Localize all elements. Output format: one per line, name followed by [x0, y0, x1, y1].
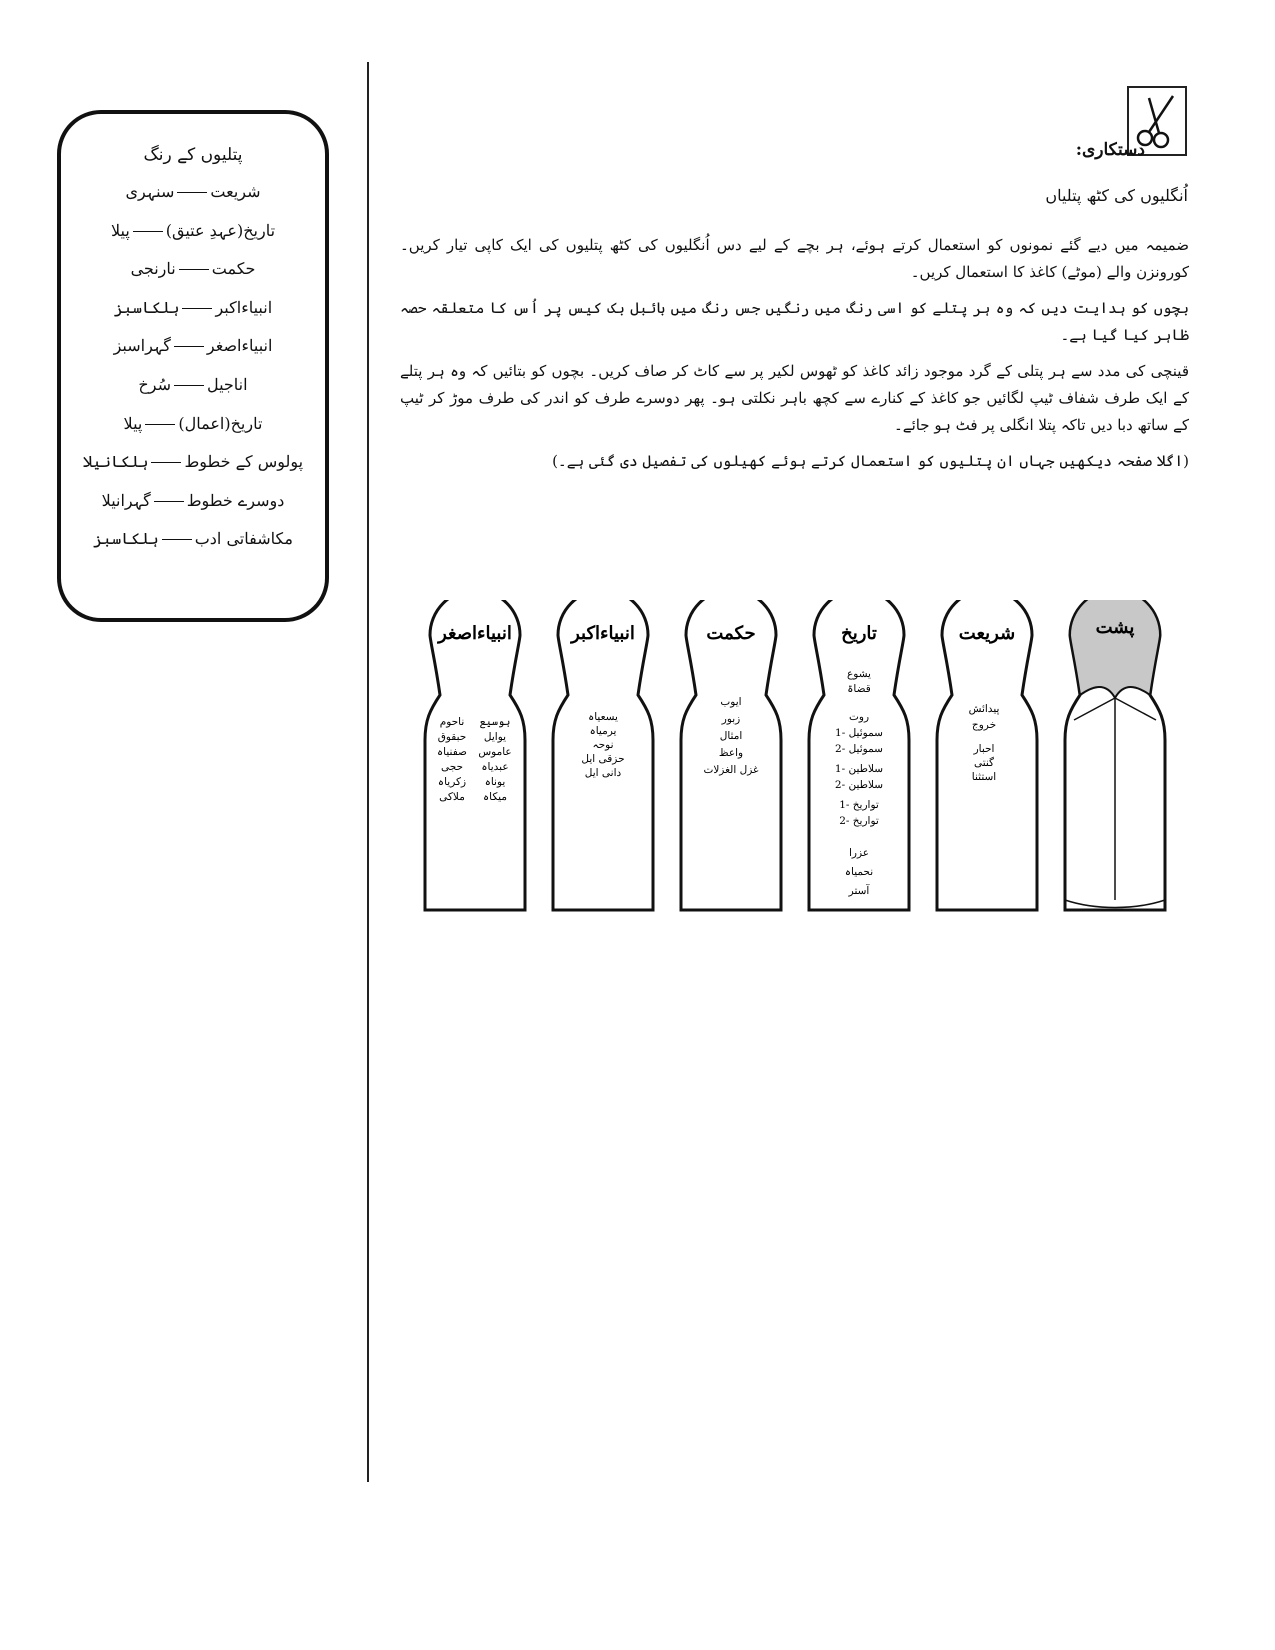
key-item-name: پولوس کے خطوط — [184, 452, 304, 472]
key-item — [61, 405, 325, 444]
key-item-color: ہلکاسبز — [113, 297, 180, 317]
puppet-book: 2- تواریخ — [839, 815, 879, 827]
key-item-name: مکاشفاتی ادب — [194, 529, 293, 549]
key-item-color: سنہری — [125, 182, 175, 201]
key-item-name: انبیاءاصغر — [206, 336, 273, 356]
puppet-book: گنتی — [973, 757, 995, 769]
puppet-book: امثال — [719, 730, 743, 742]
puppet-book: واعظ — [718, 747, 744, 759]
key-item-color: گہرانیلا — [101, 490, 151, 510]
puppet-book: 1- سلاطین — [834, 763, 884, 775]
puppet-book: آستر — [848, 885, 870, 897]
dash-separator — [182, 308, 212, 309]
puppet-major-prophets — [553, 600, 653, 910]
puppet-label: پشت — [1095, 617, 1135, 638]
puppet-book: حبقوق — [437, 731, 467, 743]
puppet-label: حکمت — [706, 623, 756, 644]
instruction-paragraph: قینچی کی مدد سے ہر پتلی کے گرد موجود زائد کاغذ کو ٹھوس لکیر پر سے کاٹ کر صاف کریں۔ بچوں کو بتائیں کہ وہ ہر پتلے کے ایک طرف شفاف ٹیپ لگائیں جو کاغذ کے کنارے سے کچھ باہر نکلتی ہو۔ پھر دوسرے طرف کو اندر کی طرف موڑ کر ٹیپ کے ساتھ دبا دیں تاکہ پتلا انگلی پر فٹ ہو جائے۔ — [400, 362, 1189, 434]
puppet-book: میکاہ — [483, 791, 507, 803]
dash-separator — [151, 462, 181, 463]
key-item — [61, 366, 325, 405]
puppet-law — [937, 600, 1037, 910]
puppet-book: استثنا — [971, 771, 997, 783]
column-divider — [367, 62, 369, 1482]
dash-separator — [174, 346, 204, 347]
key-item — [61, 327, 325, 366]
instruction-paragraph: بچوں کو ہدایت دیں کہ وہ ہر پتلے کو اسی رنگ میں رنگیں جس رنگ میں بائبل بک کیس پر اُس کا متعلقہ حصہ ظاہر کیا گیا ہے۔ — [400, 299, 1189, 344]
puppet-book: پیدائش — [968, 703, 1000, 715]
puppet-book: احبار — [973, 743, 995, 755]
key-item — [61, 443, 325, 482]
dash-separator — [179, 269, 209, 270]
dash-separator — [174, 385, 204, 386]
puppet-book: حزقی ایل — [581, 753, 625, 765]
instruction-paragraph: ضمیمہ میں دیے گئے نمونوں کو استعمال کرتے ہوئے، ہر بچے کے لیے دس اُنگلیوں کی کٹھ پتلیوں کی ایک کاپی تیار کریں۔ کورونزن والے (موٹے) کاغذ کا استعمال کریں۔ — [400, 236, 1189, 281]
craft-title: دستکاری: — [1075, 140, 1145, 160]
puppet-label: تاریخ — [841, 623, 877, 644]
key-title: پتلیوں کے رنگ — [143, 145, 243, 165]
puppet-minor-prophets — [425, 600, 525, 910]
puppet-book: یوناہ — [484, 776, 506, 788]
key-item-name: اناجیل — [206, 374, 248, 394]
puppet-book: 2- سلاطین — [834, 779, 884, 791]
puppet-book: زکریاہ — [437, 776, 467, 788]
key-item-name: شریعت — [210, 182, 261, 201]
puppet-book: 2- سموئیل — [835, 743, 883, 755]
key-item — [61, 212, 325, 251]
dash-separator — [154, 501, 184, 502]
puppet-label: شریعت — [958, 623, 1016, 644]
puppet-book: 1- سموئیل — [835, 727, 883, 739]
key-item — [61, 250, 325, 289]
key-item-color: سُرخ — [138, 374, 171, 394]
puppet-book: خروج — [971, 719, 997, 731]
puppet-book: یشوع — [847, 668, 871, 680]
craft-subtitle: اُنگلیوں کی کٹھ پتلیاں — [1045, 186, 1188, 205]
puppet-book: ہوسیع — [479, 716, 511, 728]
key-item-name: حکمت — [211, 259, 256, 279]
puppet-book: عاموس — [478, 746, 512, 758]
puppet-book: یوایل — [483, 731, 507, 743]
finger-puppets-diagram — [405, 600, 1205, 964]
puppet-book: غزل الغزلات — [703, 764, 759, 776]
key-item-color: ہلکاسبز — [93, 529, 159, 549]
puppet-label: انبیاءاصغر — [438, 623, 512, 644]
puppet-book: 1- تواریخ — [839, 799, 879, 811]
dash-separator — [145, 424, 175, 425]
puppet-book: یرمیاہ — [589, 725, 617, 737]
puppet-book: نحمیاہ — [844, 866, 874, 878]
puppet-book: زبور — [721, 713, 741, 725]
puppet-book: نوحہ — [592, 739, 614, 751]
instruction-paragraph: (اگلا صفحہ دیکھیں جہاں ان پتلیوں کو استعمال کرتے ہوئے کھیلوں کی تفصیل دی گئی ہے۔) — [552, 452, 1189, 470]
puppet-book: روت — [848, 711, 870, 723]
key-item — [61, 173, 325, 212]
dash-separator — [162, 539, 192, 540]
key-item-color: ہلکانیلا — [82, 452, 149, 472]
key-item — [61, 520, 325, 559]
key-item-name: تاریخ(عہدِ عتیق) — [165, 220, 276, 240]
key-item-color: پیلا — [110, 220, 130, 240]
key-list — [61, 173, 325, 559]
key-item — [61, 482, 325, 521]
puppet-book: صفنیاہ — [437, 746, 467, 758]
puppet-book: ناحوم — [439, 716, 465, 728]
puppet-book: حجی — [440, 761, 464, 773]
puppet-book: عزرا — [848, 847, 870, 859]
key-item-color: نارنجی — [130, 259, 176, 279]
puppet-book: ملاکی — [439, 791, 465, 803]
dash-separator — [177, 192, 207, 193]
puppet-history — [809, 600, 909, 910]
puppet-book: قضاۃ — [847, 683, 871, 695]
key-item-name: انبیاءاکبر — [215, 297, 273, 317]
craft-instructions — [400, 232, 1189, 484]
key-item — [61, 289, 325, 328]
puppet-back — [1065, 600, 1165, 910]
puppet-book: یسعیاہ — [588, 711, 618, 723]
key-item-name: دوسرے خطوط — [186, 490, 285, 510]
key-item-color: پیلا — [123, 413, 143, 433]
key-item-color: گہراسبز — [113, 336, 171, 356]
puppet-book: ایوب — [720, 696, 742, 708]
puppet-wisdom — [681, 600, 781, 910]
puppet-book: دانی ایل — [584, 767, 622, 779]
dash-separator — [133, 231, 163, 232]
puppet-book: عبدیاہ — [481, 761, 509, 773]
key-item-name: تاریخ(اعمال) — [178, 413, 263, 433]
puppet-color-key — [57, 110, 329, 622]
puppet-label: انبیاءاکبر — [571, 623, 635, 644]
